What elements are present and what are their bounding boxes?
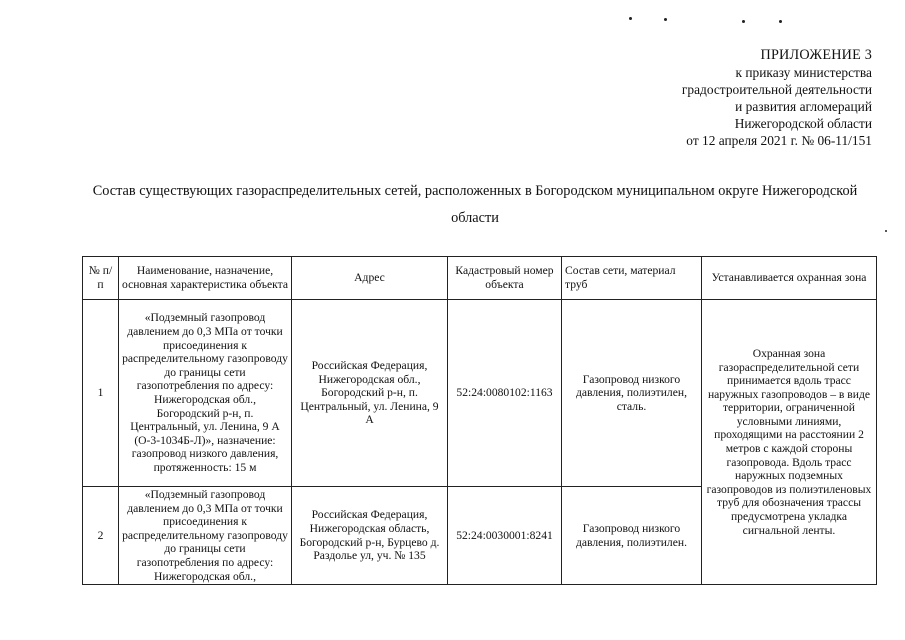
scan-speck xyxy=(664,18,667,21)
appendix-header xyxy=(572,47,872,149)
header-composition: Состав сети, материал труб xyxy=(562,257,702,300)
header-cadastral: Кадастровый номер объекта xyxy=(448,257,562,300)
cadastral-number: 52:24:0030001:8241 xyxy=(448,487,562,585)
scan-speck xyxy=(742,20,745,23)
header-name: Наименование, назначение, основная характеристика объекта xyxy=(119,257,292,300)
object-address: Российская Федерация, Нижегородская область, Богородский р-н, Бурцево д. Раздолье ул, уч. № 135 xyxy=(292,487,448,585)
network-composition: Газопровод низкого давления, полиэтилен. xyxy=(562,487,702,585)
table-row xyxy=(83,300,877,487)
row-num: 1 xyxy=(83,300,119,487)
cadastral-number: 52:24:0080102:1163 xyxy=(448,300,562,487)
object-address: Российская Федерация, Нижегородская обл., Богородский р-н, п. Центральный, ул. Ленина, 9 А xyxy=(292,300,448,487)
order-date-number: от 12 апреля 2021 г. № 06-11/151 xyxy=(686,133,872,148)
network-composition: Газопровод низкого давления, полиэтилен, сталь. xyxy=(562,300,702,487)
table-header-row xyxy=(83,257,877,300)
row-num: 2 xyxy=(83,487,119,585)
object-name: «Подземный газопровод давлением до 0,3 МПа от точки присоединения к распределительному газопроводу до границы сети газопотребления по адресу: Нижегородская обл., Богородский р-н, п. Центральный, ул. Ленина, 9 А (О-3-1034Б-Л)», назначение: газопровод низкого давления, протяженность: 15 м xyxy=(119,300,292,487)
appendix-title: ПРИЛОЖЕНИЕ 3 xyxy=(760,47,872,63)
header-num: № п/п xyxy=(83,257,119,300)
protection-zone-text: Охранная зона газораспределительной сети принимается вдоль трасс наружных газопроводов – в виде территории, ограниченной условными линиями, проходящими на расстоянии 2 метров с каждой стороны газопровода. Вдоль трасс наружных подземных газопроводов из полиэтиленовых труб для обозначения трассы предусмотрена укладка сигнальной ленты. xyxy=(702,300,877,585)
appendix-line: Нижегородской области xyxy=(734,116,872,131)
object-name: «Подземный газопровод давлением до 0,3 МПа от точки присоединения к распределительному газопроводу до границы сети газопотребления по адресу: Нижегородская обл., xyxy=(119,487,292,585)
appendix-line: градостроительной деятельности xyxy=(681,82,872,97)
scan-speck xyxy=(885,230,887,232)
scan-speck xyxy=(779,20,782,23)
document-title xyxy=(70,178,880,232)
gas-network-table xyxy=(82,256,877,585)
scan-speck xyxy=(629,17,632,20)
header-zone: Устанавливается охранная зона xyxy=(702,257,877,300)
document-title-line: области xyxy=(451,210,499,226)
document-title-line: Состав существующих газораспределительных сетей, расположенных в Богородском муниципальном округе Нижегородской xyxy=(92,183,858,199)
appendix-line: к приказу министерства xyxy=(735,65,872,80)
appendix-line: и развития агломераций xyxy=(735,99,872,114)
header-address: Адрес xyxy=(292,257,448,300)
